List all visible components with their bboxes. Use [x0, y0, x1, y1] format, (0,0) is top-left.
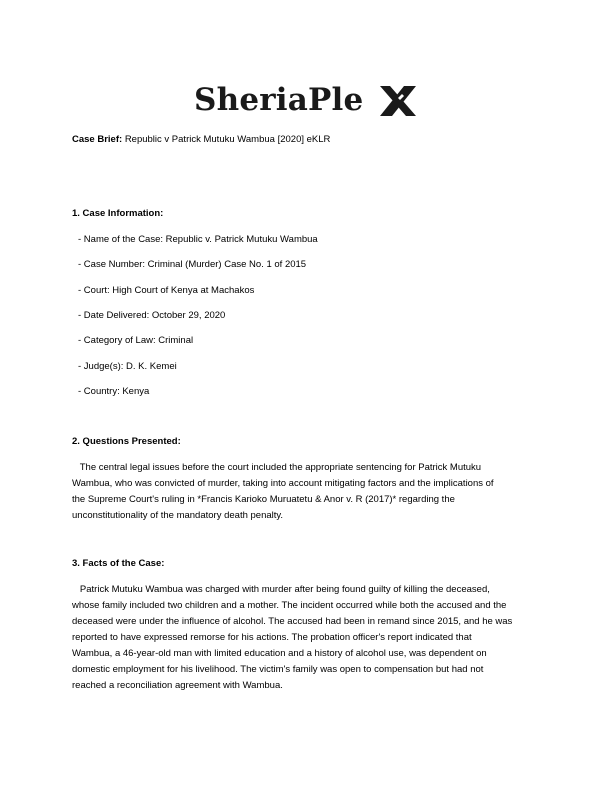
case-info-item: - Date Delivered: October 29, 2020: [78, 310, 226, 321]
paragraph-line: deceased were under the influence of alcohol. The accused had been in remand since 2015, and he was: [72, 616, 513, 627]
paragraph-line: The central legal issues before the court included the appropriate sentencing for Patrick Mutuku: [72, 462, 482, 473]
case-info-item: - Name of the Case: Republic v. Patrick Mutuku Wambua: [78, 234, 318, 245]
section-heading-questions-presented: 2. Questions Presented:: [72, 436, 181, 447]
paragraph-line: reported to have expressed remorse for his actions. The probation officer's report indicated that: [72, 632, 472, 643]
section-heading-facts-of-the-case: 3. Facts of the Case:: [72, 558, 165, 569]
case-brief-title: Republic v Patrick Mutuku Wambua [2020] eKLR: [124, 134, 331, 145]
logo-x-mark: [378, 84, 418, 118]
paragraph-line: Wambua, a 46-year-old man with limited education and a history of alcohol use, was dependent on: [72, 648, 487, 659]
paragraph-line: the Supreme Court's ruling in *Francis Karioko Muruatetu & Anor v. R (2017)* regarding the: [72, 494, 455, 505]
paragraph-line: reached a reconciliation agreement with Wambua.: [72, 680, 283, 691]
paragraph-line: unconstitutionality of the mandatory death penalty.: [72, 510, 284, 521]
section-heading-case-information: 1. Case Information:: [72, 208, 164, 219]
paragraph-line: Wambua, who was convicted of murder, taking into account mitigating factors and the implications of: [72, 478, 494, 489]
paragraph-line: domestic employment for his livelihood. The victim's family was open to compensation but had not: [72, 664, 484, 675]
facts-of-the-case-paragraph: [72, 582, 542, 694]
case-info-item: - Case Number: Criminal (Murder) Case No. 1 of 2015: [78, 259, 307, 270]
questions-presented-paragraph: [72, 460, 542, 524]
paragraph-line: whose family included two children and a mother. The incident occurred while both the accused and the: [72, 600, 507, 611]
case-info-item: - Court: High Court of Kenya at Machakos: [78, 285, 255, 296]
logo-wordmark: SheriaPle: [194, 82, 364, 118]
case-info-item: - Judge(s): D. K. Kemei: [78, 361, 177, 372]
case-brief-label: Case Brief:: [72, 134, 123, 145]
case-info-item: - Category of Law: Criminal: [78, 335, 194, 346]
case-info-item: - Country: Kenya: [78, 386, 150, 397]
case-brief-line: [72, 134, 330, 146]
sheriaplex-logo: [194, 80, 424, 122]
paragraph-line: Patrick Mutuku Wambua was charged with murder after being found guilty of killing the deceased,: [72, 584, 490, 595]
